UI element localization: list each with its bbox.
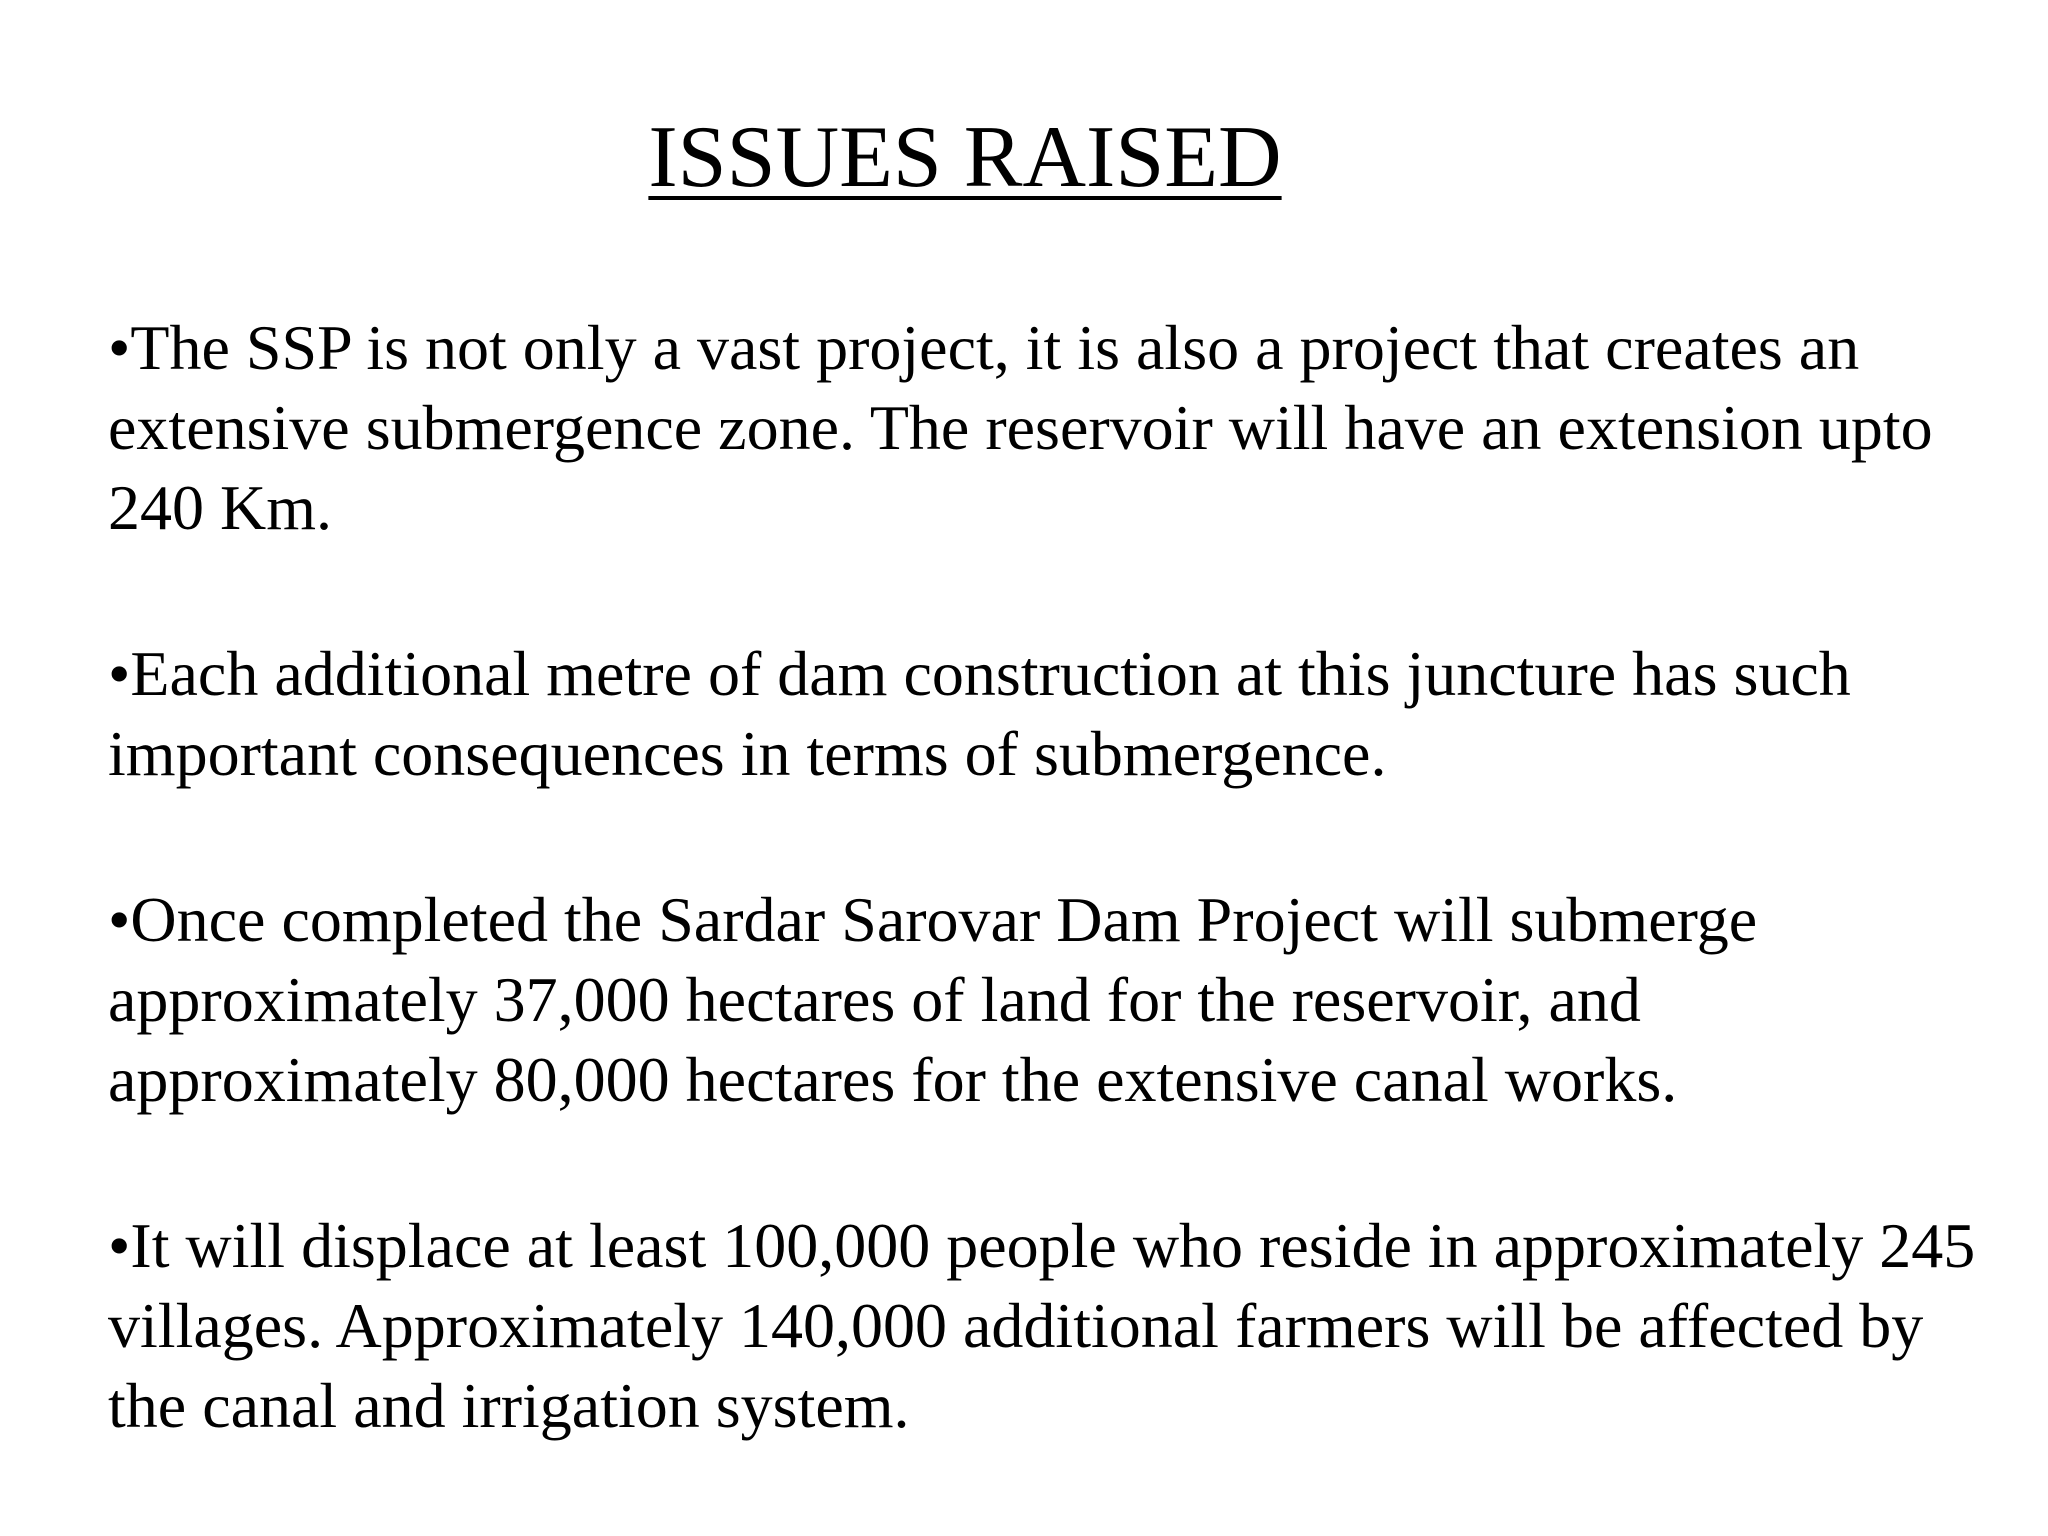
- bullet-list: [108, 308, 1988, 1532]
- bullet-item-3: [108, 880, 1988, 1120]
- bullet-text: Each additional metre of dam construction at this juncture has such important consequences in terms of submergence.: [108, 638, 1851, 789]
- slide-title: ISSUES RAISED: [648, 109, 1282, 206]
- bullet-item-4: [108, 1206, 1988, 1446]
- bullet-marker: •: [108, 884, 131, 955]
- bullet-item-1: [108, 308, 1988, 548]
- bullet-marker: •: [108, 638, 131, 709]
- bullet-marker: •: [108, 1210, 131, 1281]
- bullet-text: The SSP is not only a vast project, it is also a project that creates an extensive submergence zone. The reservoir will have an extension upto 240 Km.: [108, 312, 1933, 543]
- bullet-item-2: [108, 634, 1988, 794]
- bullet-text: It will displace at least 100,000 people who reside in approximately 245 villages. Approximately 140,000 additional farmers will be affected by the canal and irrigation system.: [108, 1210, 1976, 1441]
- bullet-marker: •: [108, 312, 131, 383]
- bullet-text: Once completed the Sardar Sarovar Dam Project will submerge approximately 37,000 hectares of land for the reservoir, and approximately 80,000 hectares for the extensive canal works.: [108, 884, 1758, 1115]
